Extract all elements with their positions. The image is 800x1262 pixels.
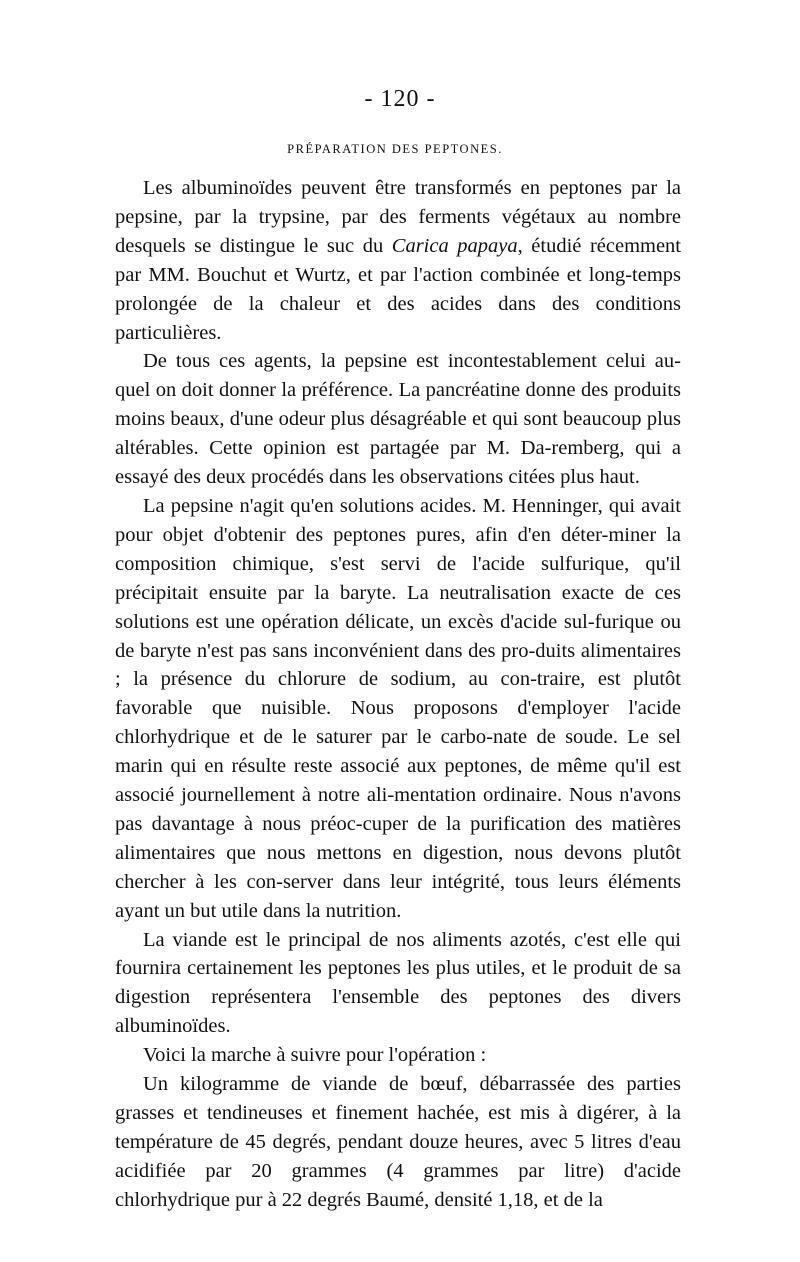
paragraph-1: [115, 174, 681, 347]
page-number: - 120 -: [364, 86, 436, 112]
paragraph-5: Voici la marche à suivre pour l'opération :: [143, 1044, 487, 1067]
paragraph-2: De tous ces agents, la pepsine est incontestablement celui au-quel on doit donner la préférence. La pancréatine donne des produits moins beaux, d'une odeur plus désagréable et qui sont beaucoup plus altérables. Cette opinion est partagée par M. Da-remberg, qui a essayé des deux procédés dans les observations citées plus haut.: [115, 350, 681, 489]
paragraph-6: Un kilogramme de viande de bœuf, débarrassée des parties grasses et tendineuses et finement hachée, est mis à digérer, à la température de 45 degrés, pendant douze heures, avec 5 litres d'eau acidifiée par 20 grammes (4 grammes par litre) d'acide chlorhydrique pur à 22 degrés Baumé, densité 1,18, et de la: [115, 1073, 681, 1211]
paragraph-4: La viande est le principal de nos aliments azotés, c'est elle qui fournira certainement les peptones les plus utiles, et le produit de sa digestion représentera l'ensemble des peptones des divers albuminoïdes.: [115, 928, 681, 1038]
body-text: [115, 174, 681, 1215]
paragraph-1-text-before: Les albuminoïdes peuvent être transformés en peptones par la pepsine, par la trypsine, par des ferments végétaux au nombre desquels se distingue le suc du: [115, 177, 681, 257]
paragraph-3: La pepsine n'agit qu'en solutions acides. M. Henninger, qui avait pour objet d'obtenir des peptones pures, afin d'en déter-miner la composition chimique, s'est servi de l'acide sulfurique, qu'il précipitait ensuite par la baryte. La neutralisation exacte de ces solutions est une opération délicate, un excès d'acide sul-furique ou de baryte n'est pas sans inconvénient dans des pro-duits alimentaires ; la présence du chlorure de sodium, au con-traire, est plutôt favorable que nuisible. Nous proposons d'employer l'acide chlorhydrique et de le saturer par le carbo-nate de soude. Le sel marin qui en résulte reste associé aux peptones, de même qu'il est associé journellement à notre ali-mentation ordinaire. Nous n'avons pas davantage à nous préoc-cuper de la purification des matières alimentaires que nous mettons en digestion, nous devons plutôt chercher à les con-server dans leur intégrité, tous leurs éléments ayant un but utile dans la nutrition.: [115, 494, 681, 922]
paragraph-1-text-after: , étudié récemment par MM. Bouchut et Wurtz, et par l'action combinée et long-temps prolongée de la chaleur et des acides dans des conditions particulières.: [115, 234, 681, 344]
running-head: PRÉPARATION DES PEPTONES.: [287, 142, 503, 156]
species-name-italic: Carica papaya: [391, 234, 518, 257]
